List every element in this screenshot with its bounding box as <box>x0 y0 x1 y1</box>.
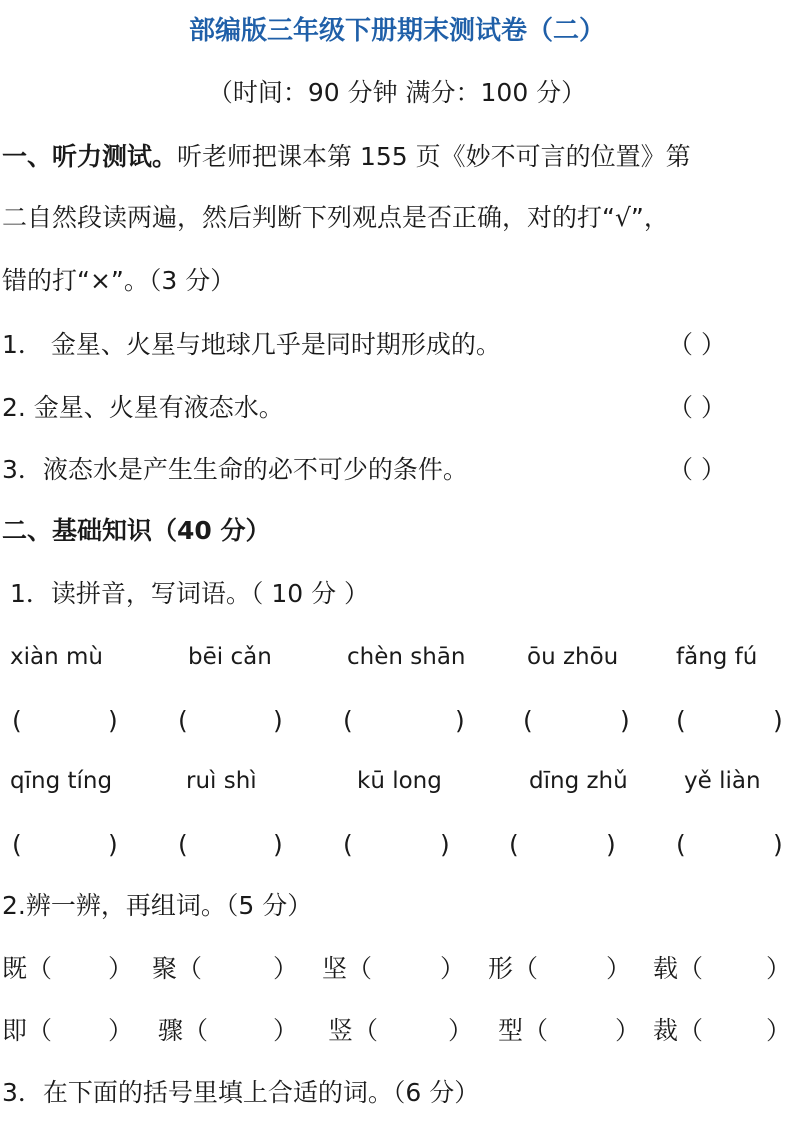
section-2-heading: 二、基础知识（40 分） <box>2 516 271 545</box>
char-pair-1b[interactable]: 即（ <box>2 1016 53 1045</box>
char-pair-5a[interactable]: 载（ <box>653 954 704 983</box>
pinyin-6: qīng tíng <box>10 768 113 794</box>
pinyin-2: bēi cǎn <box>188 644 272 670</box>
char-pair-3a[interactable]: 坚（ <box>322 954 373 983</box>
char-pair-4a-close: ） <box>606 954 632 983</box>
pinyin-5: fǎng fú <box>676 644 758 670</box>
word-blank-6-open[interactable]: ( <box>12 830 22 859</box>
word-blank-4-open[interactable]: ( <box>523 706 533 735</box>
char-pair-1a[interactable]: 既（ <box>2 954 53 983</box>
answer-bracket-2[interactable]: （ ） <box>668 393 726 422</box>
char-pair-3b[interactable]: 竖（ <box>328 1016 379 1045</box>
word-blank-5-close: ) <box>773 706 783 735</box>
char-pair-2a[interactable]: 聚（ <box>152 954 203 983</box>
question-3-prompt: 3．在下面的括号里填上合适的词。（6 分） <box>2 1078 480 1107</box>
char-pair-1b-close: ） <box>108 1016 134 1045</box>
char-pair-5b-close: ） <box>766 1016 792 1045</box>
char-pair-4a[interactable]: 形（ <box>488 954 539 983</box>
word-blank-2-open[interactable]: ( <box>178 706 188 735</box>
instruction-line-3: 错的打“×”。（3 分） <box>2 266 236 295</box>
word-blank-3-open[interactable]: ( <box>343 706 353 735</box>
word-blank-8-close: ) <box>440 830 450 859</box>
char-pair-3b-close: ） <box>448 1016 474 1045</box>
pinyin-4: ōu zhōu <box>527 644 619 670</box>
word-blank-7-close: ) <box>273 830 283 859</box>
char-pair-4b[interactable]: 型（ <box>498 1016 549 1045</box>
judgement-item-2: 2. 金星、火星有液态水。 <box>2 393 284 422</box>
judgement-item-1: 1． 金星、火星与地球几乎是同时期形成的。 <box>2 330 501 359</box>
pinyin-10: yě liàn <box>684 768 761 794</box>
char-pair-5b[interactable]: 裁（ <box>653 1016 704 1045</box>
word-blank-1-open[interactable]: ( <box>12 706 22 735</box>
char-pair-2a-close: ） <box>273 954 299 983</box>
question-2-prompt: 2.辨一辨，再组词。（5 分） <box>2 891 313 920</box>
word-blank-2-close: ) <box>273 706 283 735</box>
word-blank-1-close: ) <box>108 706 118 735</box>
word-blank-3-close: ) <box>455 706 465 735</box>
exam-info: （时间：90 分钟 满分：100 分） <box>207 78 587 107</box>
section-1-instructions <box>2 142 691 172</box>
pinyin-3: chèn shān <box>347 644 466 670</box>
word-blank-10-open[interactable]: ( <box>676 830 686 859</box>
char-pair-4b-close: ） <box>615 1016 641 1045</box>
word-blank-5-open[interactable]: ( <box>676 706 686 735</box>
pinyin-8: kū long <box>357 768 442 794</box>
instruction-line-2: 二自然段读两遍，然后判断下列观点是否正确，对的打“√”， <box>2 203 669 232</box>
section-1-heading: 一、听力测试。 <box>2 142 178 171</box>
answer-bracket-1[interactable]: （ ） <box>668 330 726 359</box>
char-pair-2b[interactable]: 骤（ <box>158 1016 209 1045</box>
pinyin-1: xiàn mù <box>10 644 103 670</box>
word-blank-4-close: ) <box>620 706 630 735</box>
char-pair-1a-close: ） <box>108 954 134 983</box>
pinyin-9: dīng zhǔ <box>529 768 628 794</box>
question-1-prompt: 1．读拼音，写词语。（ 10 分 ） <box>10 579 370 608</box>
word-blank-8-open[interactable]: ( <box>343 830 353 859</box>
judgement-item-3: 3．液态水是产生生命的必不可少的条件。 <box>2 455 468 484</box>
char-pair-5a-close: ） <box>766 954 792 983</box>
word-blank-7-open[interactable]: ( <box>178 830 188 859</box>
word-blank-10-close: ) <box>773 830 783 859</box>
word-blank-9-open[interactable]: ( <box>509 830 519 859</box>
pinyin-7: ruì shì <box>186 768 257 794</box>
word-blank-6-close: ) <box>108 830 118 859</box>
char-pair-3a-close: ） <box>440 954 466 983</box>
instruction-text: 听老师把课本第 155 页《妙不可言的位置》第 <box>177 142 691 171</box>
page-title: 部编版三年级下册期末测试卷（二） <box>188 16 605 46</box>
char-pair-2b-close: ） <box>273 1016 299 1045</box>
word-blank-9-close: ) <box>606 830 616 859</box>
answer-bracket-3[interactable]: （ ） <box>668 455 726 484</box>
